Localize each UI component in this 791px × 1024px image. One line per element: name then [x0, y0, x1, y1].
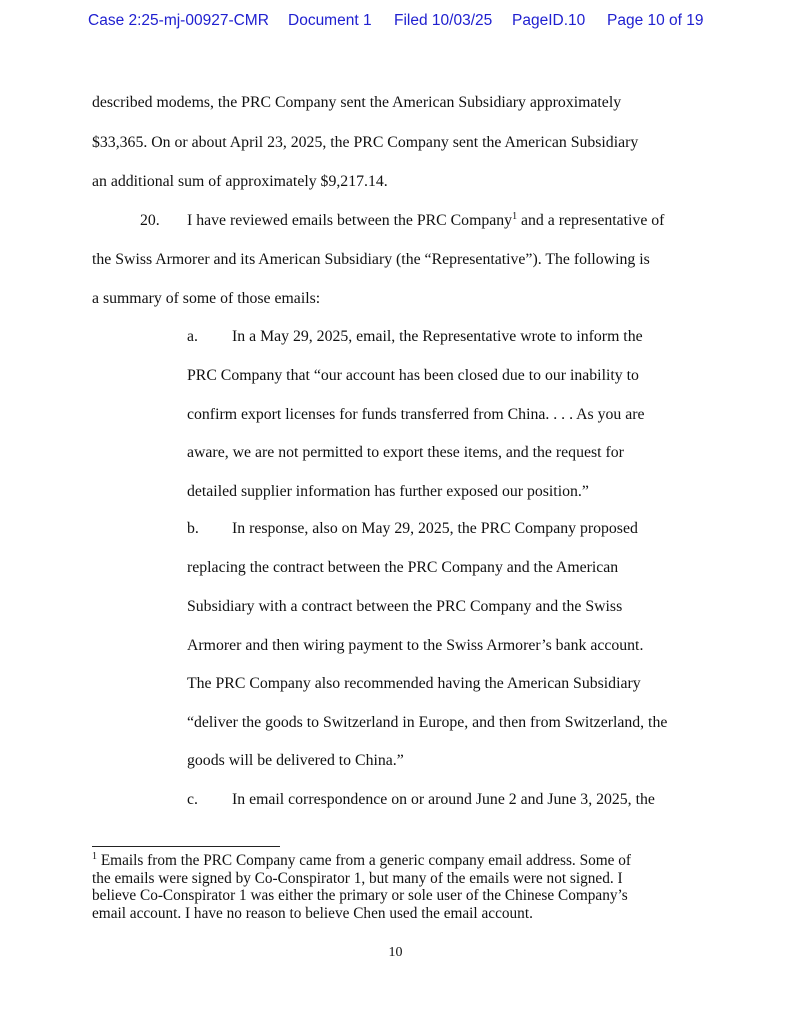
header-page-count: Page 10 of 19	[607, 12, 704, 29]
text-line: aware, we are not permitted to export these items, and the request for	[187, 444, 624, 461]
text-line: In a May 29, 2025, email, the Representative wrote to inform the	[232, 328, 643, 345]
text-line: replacing the contract between the PRC Company and the American	[187, 559, 619, 576]
text-line: an additional sum of approximately $9,217.14.	[92, 173, 388, 190]
text-line: goods will be delivered to China.”	[187, 752, 404, 769]
case-header	[88, 12, 708, 34]
text-line: The PRC Company also recommended having the American Subsidiary	[187, 675, 641, 692]
text-line: PRC Company that “our account has been closed due to our inability to	[187, 367, 639, 384]
text-span: and a representative of	[517, 212, 665, 229]
text-line: described modems, the PRC Company sent the American Subsidiary approximately	[92, 94, 622, 111]
text-line: In email correspondence on or around June 2 and June 3, 2025, the	[232, 791, 655, 808]
header-filed-date: Filed 10/03/25	[394, 12, 493, 29]
footnote-separator	[92, 846, 280, 847]
text-line: $33,365. On or about April 23, 2025, the PRC Company sent the American Subsidiary	[92, 134, 639, 151]
text-line: Armorer and then wiring payment to the Swiss Armorer’s bank account.	[187, 637, 644, 654]
footnote-line	[92, 852, 712, 870]
list-item-label: a.	[187, 328, 198, 345]
text-span: I have reviewed emails between the PRC Company	[187, 212, 513, 229]
text-line: Subsidiary with a contract between the PRC Company and the Swiss	[187, 598, 623, 615]
text-span: Emails from the PRC Company came from a generic company email address. Some of	[97, 852, 631, 869]
text-line: In response, also on May 29, 2025, the PRC Company proposed	[232, 520, 638, 537]
paragraph-number: 20.	[140, 212, 160, 229]
page-number: 10	[388, 945, 403, 960]
text-line: confirm export licenses for funds transferred from China. . . . As you are	[187, 406, 645, 423]
text-line: the Swiss Armorer and its American Subsidiary (the “Representative”). The following is	[92, 251, 650, 268]
text-line: detailed supplier information has further exposed our position.”	[187, 483, 589, 500]
list-item-label: c.	[187, 791, 198, 808]
footnote-line: the emails were signed by Co-Conspirator 1, but many of the emails were not signed. I	[92, 869, 623, 887]
header-document: Document 1	[288, 12, 372, 29]
header-case-number: Case 2:25-mj-00927-CMR	[88, 12, 269, 29]
header-pageid: PageID.10	[512, 12, 586, 29]
footnote-reference[interactable]: 1	[512, 211, 518, 222]
text-line	[187, 212, 664, 230]
text-line: “deliver the goods to Switzerland in Europe, and then from Switzerland, the	[187, 714, 668, 731]
footnote-line: email account. I have no reason to believe Chen used the email account.	[92, 904, 533, 922]
footnote-1	[92, 852, 712, 922]
list-item-label: b.	[187, 520, 199, 537]
footnote-line: believe Co-Conspirator 1 was either the primary or sole user of the Chinese Company’s	[92, 887, 628, 904]
footnote-number: 1	[92, 851, 97, 862]
text-line: a summary of some of those emails:	[92, 290, 321, 307]
